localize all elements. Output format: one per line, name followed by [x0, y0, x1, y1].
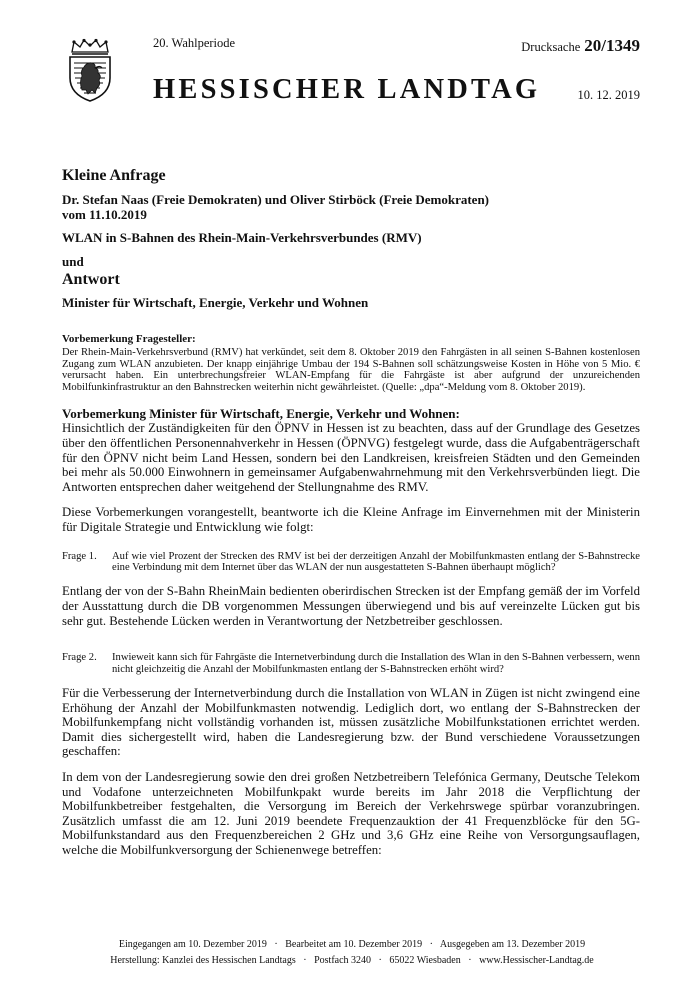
- parliament-name: HESSISCHER LANDTAG: [153, 74, 541, 105]
- wahlperiode: 20. Wahlperiode: [153, 36, 236, 50]
- frage-1: [62, 551, 640, 574]
- footer-postfach: Postfach 3240: [314, 955, 372, 966]
- doc-type: Kleine Anfrage: [62, 167, 166, 184]
- title-block: [62, 167, 642, 311]
- antwort-1: Entlang der von der S-Bahn RheinMain bedienten oberirdischen Strecken ist der Empfang gemäß der im Vorfeld der Ausstattung durch die DB vorgenommen Messungen überwiegend und bis auf vereinzelte Lücken gut bis sehr gut. Bestehende Lücken werden in Verantwortung der Netzbetreiber geschlossen.: [62, 584, 640, 628]
- vorbemerkung-minister-heading: Vorbemerkung Minister für Wirtschaft, Energie, Verkehr und Wohnen:: [62, 406, 460, 422]
- antwort-2-part-1: Für die Verbesserung der Internetverbindung durch die Installation von WLAN in Zügen ist nicht zwingend eine Erhöhung der Anzahl der Mobilfunkmasten notwendig. Lediglich dort, wo entlang der S-Bahnstrecken der Mobilfunkempfang nicht vollständig vorhanden ist, müssen zusätzliche Mobilfunkstationen errichtet werden. Damit dies sichergestellt wird, haben die Landesregierung bzw. der Bund verschiedene Voraussetzungen geschaffen:: [62, 685, 640, 759]
- footer-website-link[interactable]: www.Hessischer-Landtag.de: [479, 955, 594, 966]
- footer-separator: ·: [303, 955, 307, 966]
- frage-1-text: Auf wie viel Prozent der Strecken des RMV ist bei der derzeitigen Anzahl der Mobilfunkmasten entlang der S-Bahnstrecke eine Verbindung mit dem Internet über das WLAN der nun ausgestatteten S-Bahnen überhaupt möglich?: [112, 550, 640, 573]
- footer-ort: 65022 Wiesbaden: [389, 955, 461, 966]
- minister: Minister für Wirtschaft, Energie, Verkehr und Wohnen: [62, 295, 369, 310]
- vorbemerkung-fragesteller-heading: Vorbemerkung Fragesteller:: [62, 333, 196, 345]
- footer-separator: ·: [468, 955, 472, 966]
- footer-separator: ·: [378, 955, 382, 966]
- footer-separator: ·: [274, 939, 278, 950]
- document-body: [62, 333, 640, 857]
- footer-bearbeitet: Bearbeitet am 10. Dezember 2019: [285, 939, 423, 950]
- und-label: und: [62, 254, 84, 269]
- footer-line-1: [62, 937, 642, 953]
- frage-2: [62, 652, 640, 675]
- antwort-label: Antwort: [62, 271, 120, 288]
- frage-2-label: Frage 2.: [62, 652, 97, 664]
- drucksache: [521, 36, 640, 56]
- authors: Dr. Stefan Naas (Freie Demokraten) und Oliver Stirböck (Freie Demokraten): [62, 192, 490, 207]
- vorbemerkung-minister-text: Hinsichtlich der Zuständigkeiten für den ÖPNV in Hessen ist zu beachten, dass auf der Grundlage des Gesetzes über den öffentlichen Personennahverkehr in Hessen (ÖPNVG) festgelegt wurde, dass die Aufgabenträgerschaft für den ÖPNV nicht beim Land Hessen, sondern bei den Landkreisen, kreisfreien Städten und den Gemeinden bei mehr als 50.000 Einwohnern in gemeinsamer Aufgabenwahrnehmung mit den Verkehrsverbünden liegt. Die Antworten entsprechen daher weitgehend der Stellungnahme des RMV.: [62, 421, 640, 494]
- drucksache-label: Drucksache: [521, 40, 581, 54]
- inquiry-date: vom 11.10.2019: [62, 207, 147, 222]
- frage-2-text: Inwieweit kann sich für Fahrgäste die Internetverbindung durch die Installation des Wlan in den S-Bahnen verbessern, wenn nicht gleichzeitig die Anzahl der Mobilfunkmasten entlang der S-Bahnstrecken erhöht wird?: [112, 652, 640, 675]
- document-date: 10. 12. 2019: [577, 88, 640, 102]
- drucksache-number: 20/1349: [584, 36, 640, 55]
- antwort-2-part-2: In dem von der Landesregierung sowie den drei großen Netzbetreibern Telefónica Germany, Deutsche Telekom und Vodafone unterzeichneten Mobilfunkpakt wurde bereits im Jahr 2018 die Verpflichtung der Mobilfunkbetreiber festgehalten, die Versorgung im Bereich der Verkehrswege spürbar voranzubringen. Zusätzlich umfasst die am 12. Juni 2019 beendete Frequenzauktion der 41 Frequenzblöcke für den 5G-Mobilfunkstandard aus den Frequenzbereichen 2 GHz und 3,6 GHz eine Reihe von Versorgungsauflagen, welche die Mobilfunkversorgung der Schienenwege betreffen:: [62, 769, 640, 857]
- footer-line-2: [62, 953, 642, 969]
- subject: WLAN in S-Bahnen des Rhein-Main-Verkehrsverbundes (RMV): [62, 230, 422, 245]
- frage-1-label: Frage 1.: [62, 550, 97, 562]
- footer-herstellung: Herstellung: Kanzlei des Hessischen Landtags: [110, 955, 296, 966]
- hessen-coat-of-arms-icon: [62, 38, 118, 102]
- footer: [62, 937, 642, 969]
- vorbemerkung-minister-text-2: Diese Vorbemerkungen vorangestellt, beantworte ich die Kleine Anfrage im Einvernehmen mit der Ministerin für Digitale Strategie und Entwicklung wie folgt:: [62, 505, 640, 534]
- footer-eingegangen: Eingegangen am 10. Dezember 2019: [118, 939, 267, 950]
- footer-separator: ·: [429, 939, 433, 950]
- footer-ausgegeben: Ausgegeben am 13. Dezember 2019: [439, 939, 586, 950]
- vorbemerkung-fragesteller-text: Der Rhein-Main-Verkehrsverbund (RMV) hat verkündet, seit dem 8. Oktober 2019 den Fahrgästen in all seinen S-Bahnen kostenlosen Zugang zum WLAN anzubieten. Der knapp einjährige Umbau der 194 S-Bahnen soll schätzungsweise Kosten in Höhe von 5 Mio. € verursacht haben. Ein unterbrechungsfreier WLAN-Empfang für die Fahrgäste ist aber aufgrund der unzureichenden Mobilfunkinfrastruktur an den Bahnstrecken weiterhin nicht gewährleistet. (Quelle: „dpa“-Meldung vom 8. Oktober 2019).: [62, 347, 640, 393]
